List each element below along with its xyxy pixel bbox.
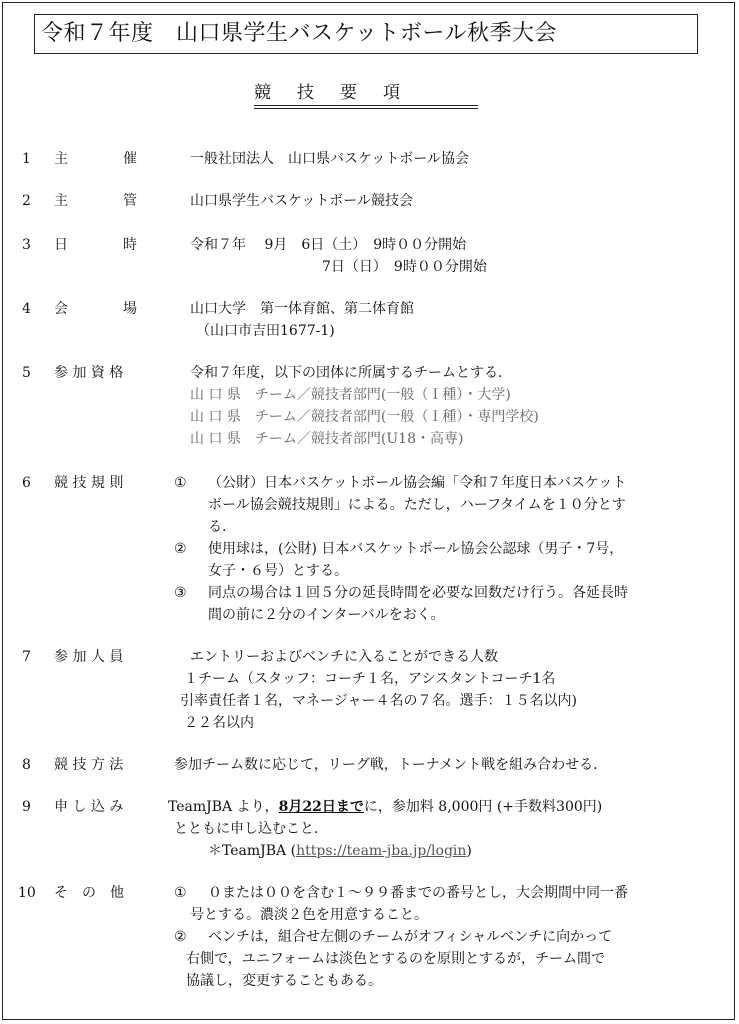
section-number: 8 (22, 757, 31, 773)
section-text: 号とする。濃淡２色を用意すること。 (190, 907, 428, 923)
section-text: 山口大学 第一体育館、第二体育館 (190, 301, 414, 317)
section-text: ２２名以内 (184, 715, 254, 731)
section-number: 2 (22, 193, 31, 209)
section-label: 管 (123, 193, 137, 209)
section-text: 一般社団法人 山口県バスケットボール協会 (190, 151, 470, 167)
list-marker: ① (174, 475, 187, 491)
section-label: 参 加 人 員 (54, 649, 124, 665)
section-text: 引率責任者１名，マネージャー４名の７名。選手：１５名以内) (180, 693, 577, 709)
list-marker: ① (174, 885, 187, 901)
section-text (208, 840, 472, 862)
section-label: 競 技 規 則 (54, 475, 124, 491)
team-jba-link[interactable]: https://team-jba.jp/login (296, 843, 467, 859)
section-label: 参 加 資 格 (54, 365, 124, 381)
section-text: 山 口 県 チーム／競技者部門(U18・高専) (190, 431, 464, 447)
document-subtitle: 競技要項 (254, 78, 478, 106)
section-text: 山口県学生バスケットボール競技会 (190, 193, 414, 209)
section-text: 協議し，変更することもある。 (186, 973, 382, 989)
section-label: 競 技 方 法 (54, 757, 124, 773)
list-marker: ② (174, 929, 187, 945)
section-number: 7 (22, 649, 31, 665)
section-text: ボール協会競技規則」による。ただし，ハーフタイムを１０分とす (208, 497, 626, 513)
section-text: 山 口 県 チーム／競技者部門(一般（Ｉ種）・専門学校) (190, 409, 539, 425)
section-label: 会 (54, 301, 68, 317)
section-label: 申 し 込 み (54, 799, 124, 815)
section-number: 9 (22, 799, 31, 815)
list-marker: ③ (174, 585, 187, 601)
section-text: る. (208, 519, 227, 535)
section-text: とともに申し込むこと. (174, 821, 319, 837)
section-number: 5 (22, 365, 31, 381)
section-number: 4 (22, 301, 31, 317)
section-text: 7日（日） 9時００分開始 (322, 259, 487, 275)
section-text: １チーム（スタッフ：コーチ１名，アシスタントコーチ1名 (184, 671, 556, 687)
section-text (168, 796, 602, 818)
section-text: 使用球は，(公財) 日本バスケットボール協会公認球（男子・7号， (208, 541, 624, 557)
section-text: （公財）日本バスケットボール協会編「令和７年度日本バスケット (208, 475, 627, 491)
link-prefix: ＊TeamJBA ( (208, 843, 297, 859)
section-label: そ の 他 (54, 885, 124, 901)
section-label: 場 (123, 301, 137, 317)
section-text: ０または００を含む１～９９番までの番号とし，大会期間中同一番 (208, 885, 628, 901)
section-text: 令和７年 9月 6日（土） 9時００分開始 (190, 237, 467, 253)
section-number: 10 (18, 885, 36, 901)
section-text: 右側で，ユニフォームは淡色とするのを原則とするが，チーム間で (186, 951, 606, 967)
section-number: 1 (22, 151, 31, 167)
section-text: （山口市吉田1677-1) (196, 323, 335, 339)
section-text: エントリーおよびベンチに入ることができる人数 (190, 649, 498, 665)
section-number: 3 (22, 237, 31, 253)
section-text: 同点の場合は１回５分の延長時間を必要な回数だけ行う。各延長時 (208, 585, 628, 601)
section-label: 催 (123, 151, 137, 167)
section-label: 主 (54, 193, 68, 209)
application-text-post: に，参加料 8,000円 (+手数料300円) (363, 799, 603, 815)
section-text: 間の前に２分のインターバルをおく。 (208, 607, 445, 623)
section-text: 山 口 県 チーム／競技者部門(一般（Ｉ種）・大学) (190, 387, 511, 403)
document-title: 令和７年度 山口県学生バスケットボール秋季大会 (34, 14, 698, 54)
list-marker: ② (174, 541, 187, 557)
link-suffix: ) (466, 843, 472, 859)
section-label: 日 (54, 237, 68, 253)
section-text: 女子・６号）とする。 (208, 563, 348, 579)
application-text-pre: TeamJBA より， (168, 799, 279, 815)
section-label: 時 (123, 237, 137, 253)
section-text: 参加チーム数に応じて，リーグ戦，トーナメント戦を組み合わせる. (174, 757, 598, 773)
deadline-text: 8月22日まで (278, 799, 364, 815)
section-label: 主 (54, 151, 68, 167)
section-text: ベンチは，組合せ左側のチームがオフィシャルベンチに向かって (208, 929, 613, 945)
section-text: 令和７年度，以下の団体に所属するチームとする. (190, 365, 503, 381)
section-number: 6 (22, 475, 31, 491)
